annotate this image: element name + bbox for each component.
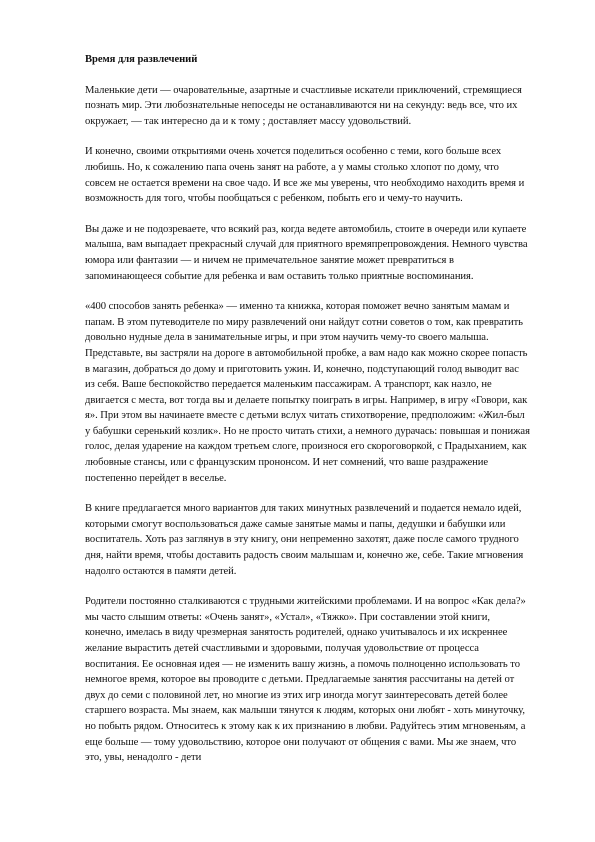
paragraph-3: Вы даже и не подозреваете, что всякий раз, когда ведете автомобиль, стоите в очереди или купаете малыша, вам выпадает прекрасный случай для приятного времяпрепровождения. Немного чувства юмора или фантазии — и ничем не примечательное занятие может превратиться в запоминающееся событие для ребенка и вам оставить только приятные воспоминания.	[85, 223, 528, 282]
paragraph-1: Маленькие дети — очаровательные, азартные и счастливые искатели приключений, стремящиеся познать мир. Эти любознательные непоседы не останавливаются ни на секунду: ведь все, что их окружает, — так интересно да и к тому ; доставляет массу удовольствий.	[85, 84, 522, 127]
document-body	[85, 52, 530, 766]
paragraph-5: В книге предлагается много вариантов для таких минутных развлечений и подается немало идей, которыми смогут воспользоваться даже самые занятые мамы и папы, дедушки и бабушки или воспитатель. Хоть раз заглянув в эту книгу, они непременно захотят, даже после самого трудного дня, найти время, чтобы доставить радость своим малышам и, конечно же, себе. Такие мгновения надолго остаются в памяти детей.	[85, 503, 524, 577]
paragraph-4: «400 способов занять ребенка» — именно та книжка, которая поможет вечно занятым мамам и папам. В этом путеводителе по миру развлечений они найдут сотни советов о том, как превратить довольно нудные дела в занимательные игры, и при этом научить чему-то своего малыша. Представьте, вы застряли на дороге в автомобильной пробке, а вам надо как можно скорее попасть в магазин, добраться до дому и приготовить ужин. И, конечно, подступающий голод выводит вас из себя. Ваше беспокойство передается маленьким пассажирам. А транспорт, как назло, не двигается с места, вот тогда вы и делаете попытку поиграть в игры. Например, в игру «Говори, как я». При этом вы начинаете вместе с детьми вслух читать стихотворение, предположим: «Жил-был у бабушки серенький козлик». Но не просто читать стихи, а немного дурачась: повышая и понижая голос, делая ударение на каждом третьем слоге, произнося его скороговоркой, с Прадыханием, как любовные стансы, или с французским прононсом. И нет сомнений, что ваше раздражение постепенно перейдет в веселье.	[85, 301, 530, 484]
paragraph-6: Родители постоянно сталкиваются с трудными житейскими проблемами. И на вопрос «Как дела?» мы часто слышим ответы: «Очень занят», «Устал», «Тяжко». При составлении этой книги, конечно, имелась в виду чрезмерная занятость родителей, однако учитывалось и их искреннее желание вырастить детей счастливыми и здоровыми, получая удовольствие от процесса воспитания. Ее основная идея — не изменить вашу жизнь, а помочь полноценно использовать то немногое время, которое вы проводите с детьми. Предлагаемые занятия рассчитаны на детей от двух до семи с половиной лет, но многие из этих игр иногда могут заинтересовать детей более старшего возраста. Мы знаем, как малыши тянутся к людям, которых они любят - хоть минуточку, но побыть рядом. Относитесь к этому как к их признанию в любви. Радуйтесь этим мгновеньям, а еще больше — тому удовольствию, которое они получают от общения с вами. Мы же знаем, что это, увы, ненадолго - дети	[85, 596, 526, 764]
paragraph-2: И конечно, своими открытиями очень хочется поделиться особенно с теми, кого больше всех любишь. Но, к сожалению папа очень занят на работе, а у мамы столько хлопот по дому, что совсем не остается времени на свое чадо. И все же мы уверены, что необходимо находить время и возможность для того, чтобы пообщаться с ребенком, побыть его и чему-то научить.	[85, 146, 525, 205]
document-title: Время для развлечений	[85, 54, 198, 65]
